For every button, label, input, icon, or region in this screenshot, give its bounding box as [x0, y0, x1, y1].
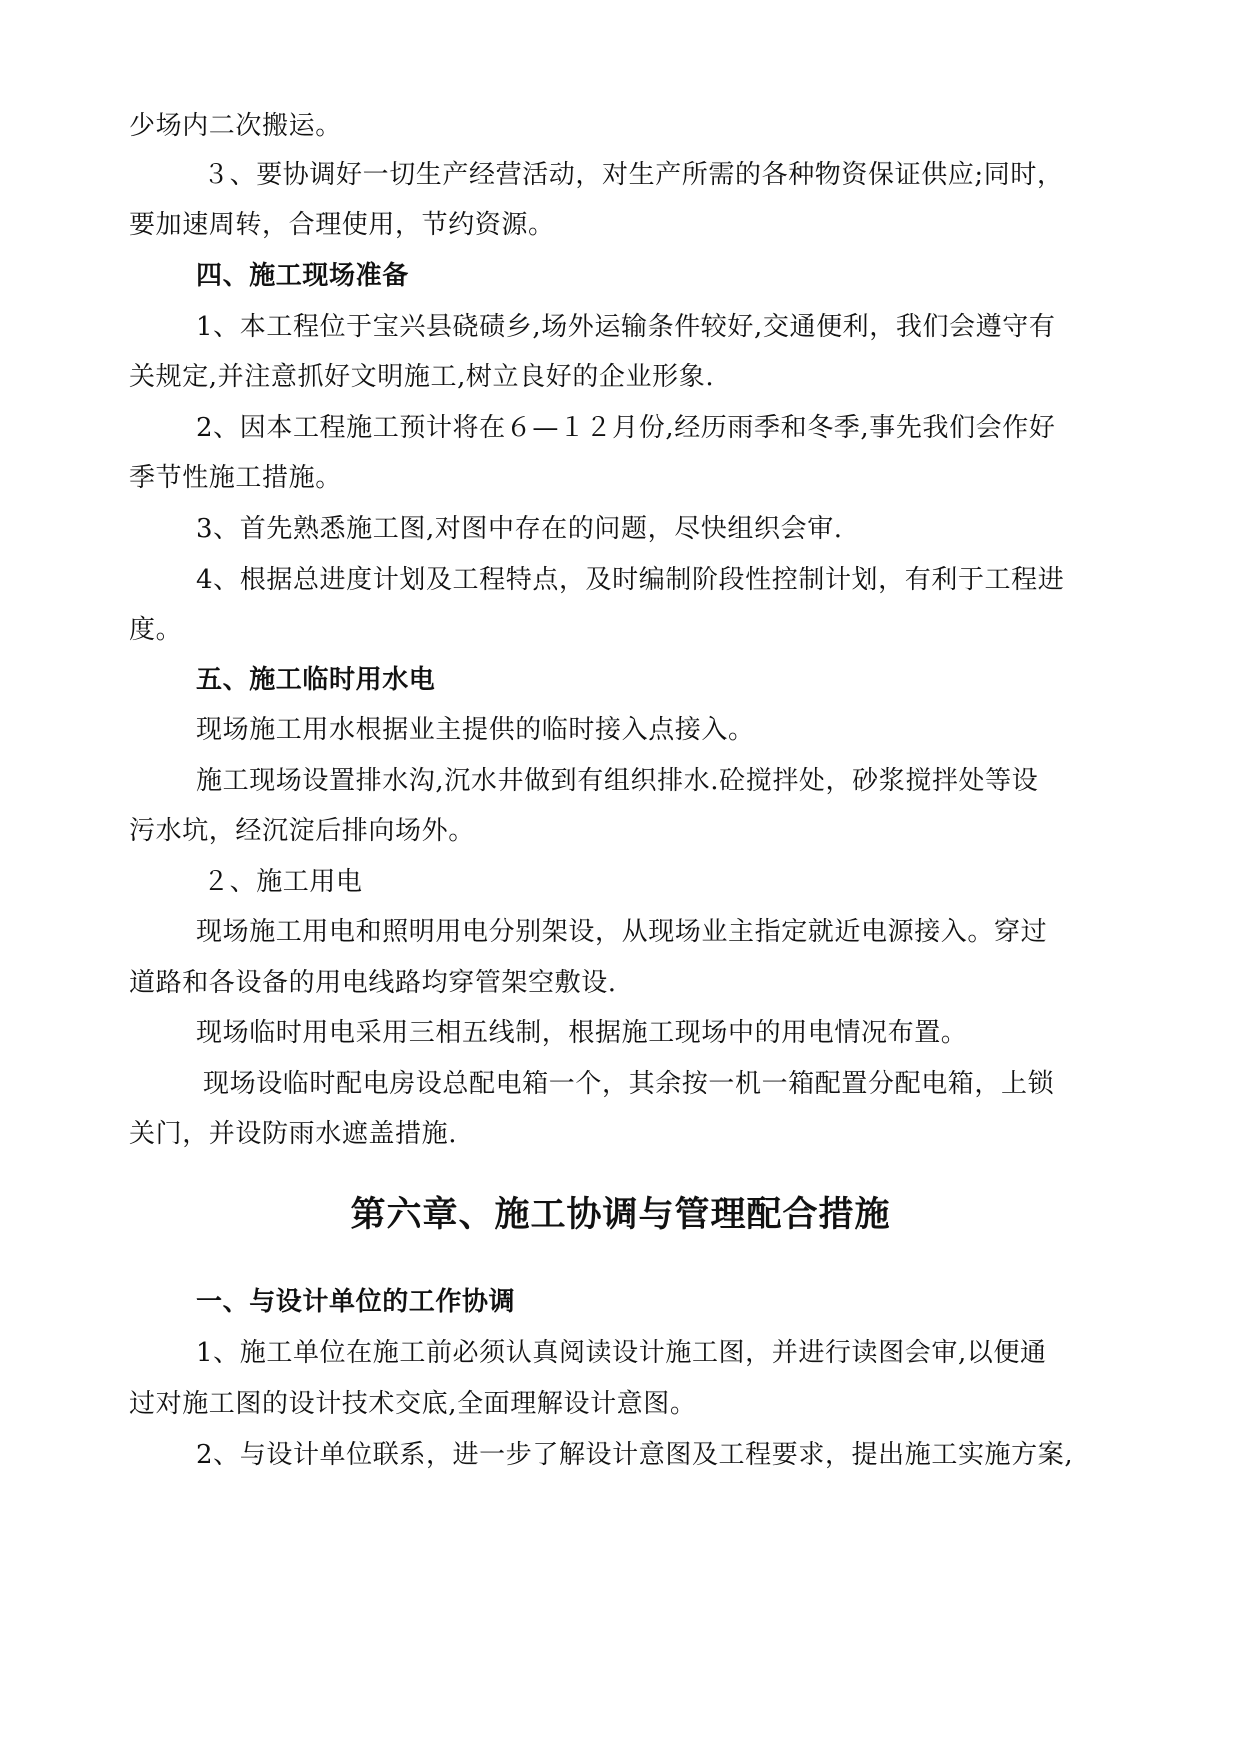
- paragraph-line: 现场设临时配电房设总配电箱一个，其余按一机一箱配置分配电箱，上锁: [203, 1069, 1055, 1099]
- paragraph-line: 度。: [129, 615, 183, 645]
- paragraph-line: 1、施工单位在施工前必须认真阅读设计施工图，并进行读图会审,以便通: [196, 1338, 1047, 1368]
- chapter-title: 第六章、施工协调与管理配合措施: [350, 1195, 891, 1235]
- paragraph-line: 1、本工程位于宝兴县硗碛乡,场外运输条件较好,交通便利，我们会遵守有: [196, 312, 1056, 342]
- paragraph-line: 道路和各设备的用电线路均穿管架空敷设.: [129, 968, 617, 998]
- paragraph-line: 施工现场设置排水沟,沉水井做到有组织排水.砼搅拌处，砂浆搅拌处等设: [196, 766, 1039, 796]
- paragraph-line: 2、与设计单位联系，进一步了解设计意图及工程要求，提出施工实施方案,: [196, 1440, 1074, 1470]
- paragraph-line: 4、根据总进度计划及工程特点，及时编制阶段性控制计划，有利于工程进: [196, 565, 1065, 595]
- paragraph-line: 关门，并设防雨水遮盖措施.: [129, 1119, 458, 1149]
- paragraph-line: 3、首先熟悉施工图,对图中存在的问题，尽快组织会审.: [196, 514, 843, 544]
- paragraph-line: 过对施工图的设计技术交底,全面理解设计意图。: [129, 1389, 697, 1419]
- paragraph-line: ２、施工用电: [203, 867, 363, 897]
- paragraph-line: 2、因本工程施工预计将在６—１２月份,经历雨季和冬季,事先我们会作好: [196, 413, 1056, 443]
- section-heading: 一、与设计单位的工作协调: [196, 1287, 516, 1317]
- section-heading: 四、施工现场准备: [196, 261, 409, 291]
- paragraph-line: 季节性施工措施。: [129, 463, 342, 493]
- paragraph-line: 现场临时用电采用三相五线制，根据施工现场中的用电情况布置。: [196, 1018, 968, 1048]
- paragraph-line: 少场内二次搬运。: [129, 111, 342, 141]
- paragraph-line: 现场施工用水根据业主提供的临时接入点接入。: [196, 715, 755, 745]
- paragraph-line: 关规定,并注意抓好文明施工,树立良好的企业形象.: [129, 362, 715, 392]
- paragraph-line: ３、要协调好一切生产经营活动，对生产所需的各种物资保证供应;同时，: [203, 160, 1064, 190]
- paragraph-line: 现场施工用电和照明用电分别架设，从现场业主指定就近电源接入。穿过: [196, 917, 1048, 947]
- paragraph-line: 污水坑，经沉淀后排向场外。: [129, 816, 475, 846]
- paragraph-line: 要加速周转，合理使用，节约资源。: [129, 210, 555, 240]
- section-heading: 五、施工临时用水电: [196, 665, 436, 695]
